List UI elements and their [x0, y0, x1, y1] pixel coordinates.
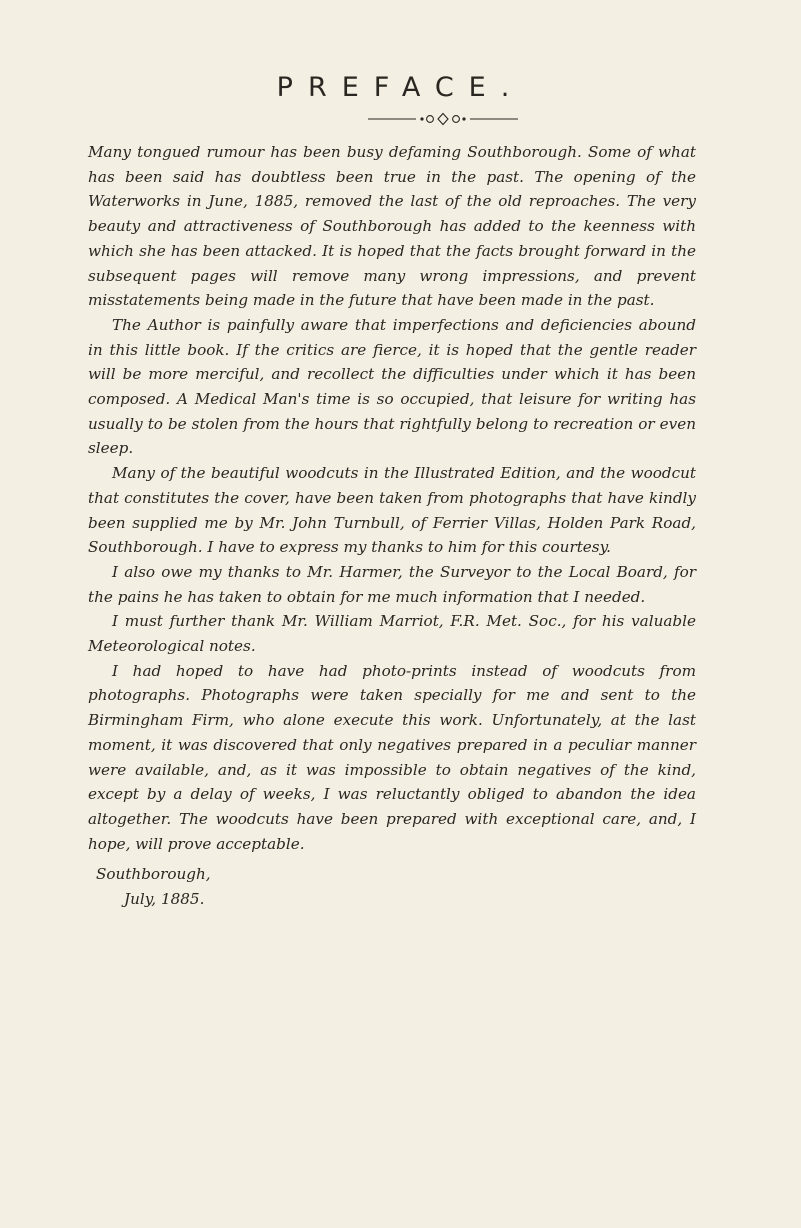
paragraph: Many tongued rumour has been busy defaming Southborough. Some of what has been said has doubtless been true in the past. The opening of the Waterworks in June, 1885, removed the last of the old reproaches. The very beauty and attractiveness of Southborough has added to the keenness with which she has been attacked. It is hoped that the facts brought forward in the subsequent pages will remove many wrong impressions, and prevent misstatements being made in the future that have been made in the past.: [88, 143, 696, 310]
paragraph: I must further thank Mr. William Marriot, F.R. Met. Soc., for his valuable Meteorological notes.: [88, 612, 696, 656]
ornament-dot-right: [462, 117, 465, 120]
signoff-date: July, 1885.: [124, 890, 205, 909]
ornament-dot-left: [420, 117, 423, 120]
signoff: [88, 862, 696, 911]
paragraph: I had hoped to have had photo-prints instead of woodcuts from photographs. Photographs were taken specially for me and sent to the Birmingham Firm, who alone execute this work. Unfortunately, at the last moment, it was discovered that only negatives prepared in a peculiar manner were available, and, as it was impossible to obtain negatives of the kind, except by a delay of weeks, I was reluctantly obliged to abandon the idea altogether. The woodcuts have been prepared with exceptional care, and, I hope, will prove acceptable.: [88, 661, 696, 853]
preface-body: [88, 140, 696, 912]
signoff-place: Southborough,: [96, 865, 211, 884]
page-title: PREFACE.: [276, 72, 525, 103]
ornament-divider: [368, 112, 518, 126]
paragraph: I also owe my thanks to Mr. Harmer, the Surveyor to the Local Board, for the pains he has taken to obtain for me much information that I needed.: [88, 562, 696, 606]
ornament-ring-left: [427, 116, 434, 123]
ornament-ring-right: [453, 116, 460, 123]
ornament-diamond: [438, 114, 448, 125]
paragraph: The Author is painfully aware that imperfections and deficiencies abound in this little book. If the critics are fierce, it is hoped that the gentle reader will be more merciful, and recollect the difficulties under which it has been composed. A Medical Man's time is so occupied, that leisure for writing has usually to be stolen from the hours that rightfully belong to recreation or even sleep.: [88, 315, 696, 458]
paragraph: Many of the beautiful woodcuts in the Illustrated Edition, and the woodcut that constitutes the cover, have been taken from photographs that have kindly been supplied me by Mr. John Turnbull, of Ferrier Villas, Holden Park Road, Southborough. I have to express my thanks to him for this courtesy.: [88, 464, 696, 557]
